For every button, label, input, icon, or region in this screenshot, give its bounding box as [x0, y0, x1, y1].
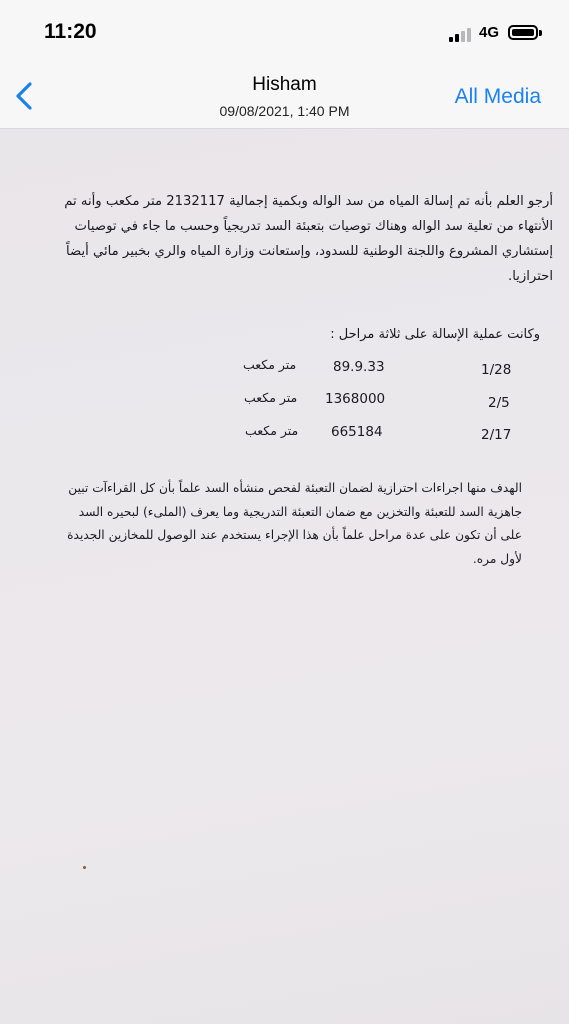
stage-unit: متر مكعب: [245, 423, 299, 438]
document-photo: [0, 129, 569, 1024]
stages-heading: وكانت عملية الإسالة على ثلاثة مراحل :: [330, 327, 540, 342]
paper-speck: [83, 866, 86, 869]
network-type: 4G: [479, 24, 500, 41]
navigation-bar: [0, 60, 569, 129]
stage-unit: متر مكعب: [243, 357, 297, 372]
stage-volume: 665184: [331, 424, 383, 440]
status-time: 11:20: [44, 20, 97, 43]
text-line: الهدف منها اجراءات احترازية لضمان التعبئة لفحص منشأه السد علماً بأن كل القراءآت تبين: [68, 481, 522, 495]
stage-volume: 1368000: [325, 391, 386, 407]
text-line: الأنتهاء من تعلية سد الواله وهناك توصيات بتعبئة السد تدريجياً وحسب ما جاء في توصيات: [74, 219, 553, 234]
status-bar: [0, 0, 569, 60]
stage-date: 2/5: [488, 395, 510, 411]
stage-unit: متر مكعب: [244, 390, 298, 405]
paragraph-intro: [28, 189, 553, 289]
stage-date: 2/17: [481, 427, 512, 443]
battery-cap: [539, 30, 542, 36]
text-line: لأول مره.: [472, 551, 522, 566]
stage-date: 1/28: [481, 362, 512, 378]
text-line: احترازيا.: [508, 269, 553, 284]
signal-bars-icon: [449, 26, 475, 42]
message-timestamp: 09/08/2021, 1:40 PM: [219, 103, 350, 119]
text-line: جاهزية السد للتعبئة والتخزين مع ضمان التعبئة التدريجية وما يعرف (الملىء) لبحيره السد: [78, 504, 522, 519]
text-line: على أن تكون على عدة مراحل علماً بأن هذا الإجراء يستخدم عند الوصول للمخازين الجديدة: [67, 528, 522, 542]
battery-icon: [508, 25, 538, 40]
text-line: أرجو العلم بأنه تم إسالة المياه من سد الواله وبكمية إجمالية 2132117 متر مكعب وأنه تم: [64, 194, 553, 209]
text-line: إستشاري المشروع واللجنة الوطنية للسدود، وإستعانت وزارة المياه والري بخبير مائي أيضاً: [66, 244, 553, 259]
stage-volume: 89.9.33: [333, 359, 385, 375]
all-media-button[interactable]: All Media: [454, 85, 541, 108]
contact-name: Hisham: [252, 74, 317, 95]
paragraph-purpose: [12, 477, 522, 571]
